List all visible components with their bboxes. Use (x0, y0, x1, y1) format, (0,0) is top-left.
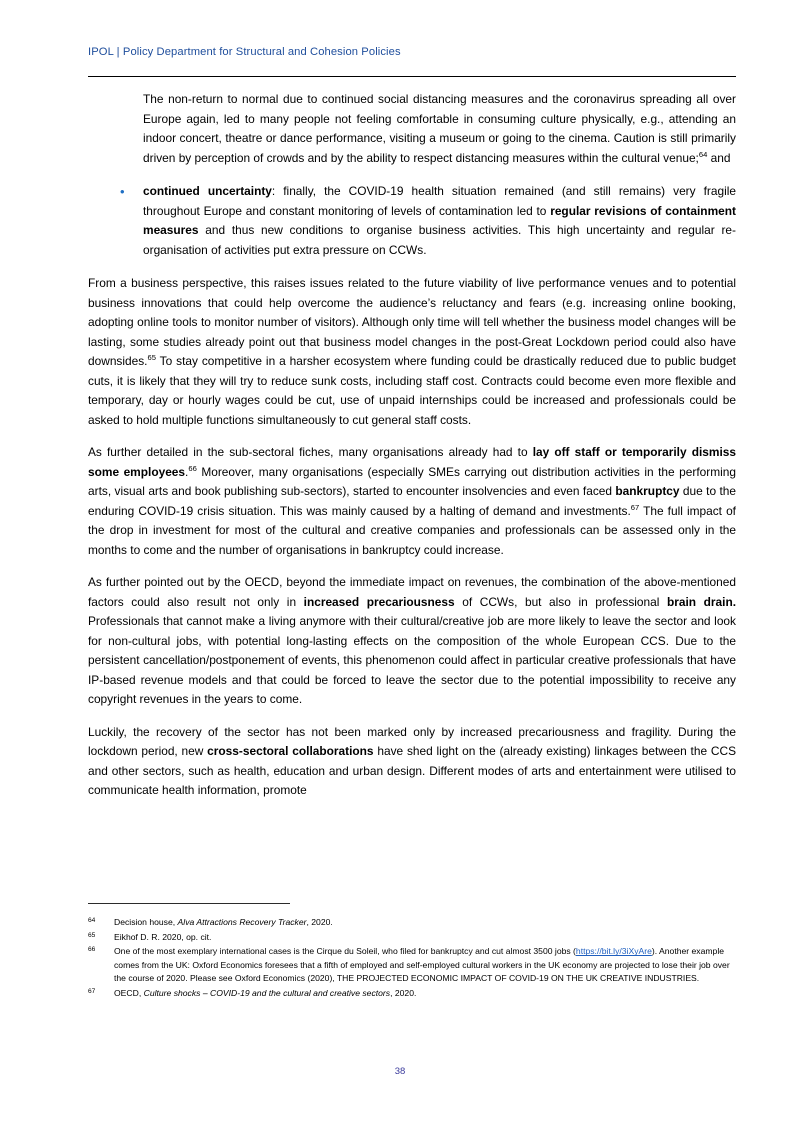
footnote-title-italic: Alva Attractions Recovery Tracker (177, 917, 307, 927)
paragraph-bold-precariousness: increased precariousness (303, 594, 455, 609)
footnote-item (88, 916, 736, 929)
footnote-external-link[interactable]: https://bit.ly/3iXyAre (575, 946, 652, 957)
footnote-text (114, 931, 736, 944)
paragraph-text-tail: and (707, 150, 731, 165)
footnote-item (88, 987, 736, 1000)
footnote-marker-64[interactable]: 64 (698, 149, 708, 159)
paragraph-text: The non-return to normal due to continued social distancing measures and the coronavirus spreading all over Europe again, led to many people not feeling comfortable in consuming culture physically, e.g., attending an indoor concert, theatre or dance performance, visiting a museum or going to the cinema. Caution is still primarily driven by perception of crowds and by the ability to respect distancing measures within the cultural venue; (143, 92, 736, 165)
bullet-bold-2: regular revisions of containment measures (143, 203, 736, 237)
footnote-marker-66[interactable]: 66 (188, 463, 197, 473)
footnote-text-part-1: Decision house, (114, 917, 178, 927)
footnote-item (88, 945, 736, 985)
paragraph-bold-collaborations: cross-sectoral collaborations (207, 744, 374, 758)
bullet-item-continued-uncertainty (116, 182, 736, 260)
footnote-text-part-2: ). Another example comes from the UK: Oxford Economics foresees that a fifth of employed and self-employed cultural workers in the UK economy are projected to lose their job over the course of 2020. Please see Oxford Economics (2020), THE PROJECTED ECONOMIC IMPACT OF COVID-19 ON THE UK CREATIVE INDUSTRIES. (114, 946, 730, 983)
footnote-number: 66 (88, 946, 96, 954)
footnote-separator-rule (88, 903, 290, 904)
footnote-text (114, 945, 736, 985)
footnote-text-part-1: One of the most exemplary international cases is the Cirque du Soleil, who filed for bankruptcy and cut almost 3500 jobs ( (114, 946, 576, 957)
footnote-text-part-1: Eikhof D. R. 2020, op. cit. (114, 931, 212, 942)
paragraph-part-3: Moreover, many organisations (especially SMEs carrying out distribution activities in the performing arts, visual arts and book publishing sub-sectors), started to encounter insolvencies and even faced (88, 464, 736, 498)
running-title: IPOL | Policy Department for Structural and Cohesion Policies (88, 46, 401, 58)
paragraph-indented-non-return (143, 90, 736, 168)
paragraph-part-1: Luckily, the recovery of the sector has not been marked only by increased precariousness and fragility. During the lockdown period, new (88, 724, 736, 758)
page-body (88, 90, 736, 814)
paragraph-business-perspective (88, 274, 736, 430)
paragraph-part-2: . (185, 464, 189, 479)
paragraph-oecd-brain-drain (88, 573, 736, 710)
bullet-item-text (143, 182, 736, 260)
page-header (88, 46, 736, 58)
header-divider-rule (88, 76, 736, 77)
footnote-number: 64 (88, 917, 96, 924)
paragraph-part-5: The full impact of the drop in investment for most of the cultural and creative companies and professionals can be assessed only in the months to come and the number of organisations in bankruptcy could increase. (88, 503, 736, 557)
paragraph-bold-lay-off: lay off staff or temporarily dismiss some employees (88, 445, 736, 479)
bullet-lead-bold: continued uncertainty (143, 184, 272, 198)
footnote-text (114, 916, 736, 929)
footnote-text-part-1: OECD, (114, 987, 144, 998)
footnote-text-part-2: , 2020. (390, 987, 417, 998)
bullet-segment-2: and thus new conditions to organise business activities. This high uncertainty and regular re-organisation of activities put extra pressure on CCWs. (143, 223, 736, 257)
paragraph-sub-sectoral-fiches (88, 443, 736, 560)
footnote-title-italic: Culture shocks – COVID-19 and the cultural and creative sectors (143, 987, 391, 998)
paragraph-part-1: As further pointed out by the OECD, beyond the immediate impact on revenues, the combination of the above-mentioned factors could also result not only in (88, 575, 736, 609)
page-number: 38 (394, 1066, 406, 1077)
paragraph-bold-bankruptcy: bankruptcy (615, 484, 680, 498)
footnote-marker-65[interactable]: 65 (147, 353, 156, 363)
paragraph-bold-brain-drain: brain drain. (666, 594, 737, 609)
bullet-segment-1: : finally, the COVID-19 health situation remained (and still remains) very fragile throughout Europe and constant monitoring of levels of contamination led to (143, 184, 736, 218)
paragraph-part-4: due to the enduring COVID-19 crisis situation. This was mainly caused by a halting of demand and investments. (88, 484, 736, 518)
paragraph-part-2: of CCWs, but also in professional (454, 594, 667, 609)
paragraph-cross-sectoral-collaborations (88, 723, 736, 801)
paragraph-part-1: From a business perspective, this raises issues related to the future viability of live performance venues and to potential business innovations that could help overcome the audience’s reluctancy and fears (e.g. increasing online booking, adopting online tools to monitor number of visitors). Although only time will tell whether the business model changes will be lasting, some studies already point out that business model changes in the post-Great Lockdown period could also have downsides. (88, 276, 736, 368)
footnote-text-part-2: , 2020. (306, 917, 333, 927)
footnote-marker-67[interactable]: 67 (630, 502, 640, 512)
bullet-dot-icon: • (120, 184, 125, 199)
paragraph-part-3: Professionals that cannot make a living anymore with their cultural/creative job are more likely to leave the sector and look for non-cultural jobs, with potential long-lasting effects on the composition of the whole European CCS. Due to the persistent cancellation/postponement of events, this phenomenon could affect in particular creative professionals that have IP-based revenue models and that could be forced to leave the sector due to the potential impossibility to receive any copyright revenues in the years to come. (88, 614, 736, 706)
footnote-text (114, 987, 736, 1000)
footnote-number: 65 (88, 931, 96, 939)
footnote-list (88, 916, 736, 1001)
footnote-item (88, 931, 736, 944)
footnote-number: 67 (88, 987, 96, 995)
paragraph-part-2: To stay competitive in a harsher ecosystem where funding could be drastically reduced due to public budget cuts, it is likely that they will try to reduce sunk costs, including staff cost. Contracts could become even more flexible and temporary, day or hourly wages could be cut, use of unpaid internships could be increased and professionals could be asked to hold multiple functions simultaneously to cut general staff costs. (88, 354, 736, 427)
paragraph-part-2: have shed light on the (already existing) linkages between the CCS and other sectors, such as health, education and urban design. Different modes of arts and entertainment were utilised to communicate health information, promote (88, 744, 736, 797)
paragraph-part-1: As further detailed in the sub-sectoral fiches, many organisations already had to (88, 445, 533, 459)
